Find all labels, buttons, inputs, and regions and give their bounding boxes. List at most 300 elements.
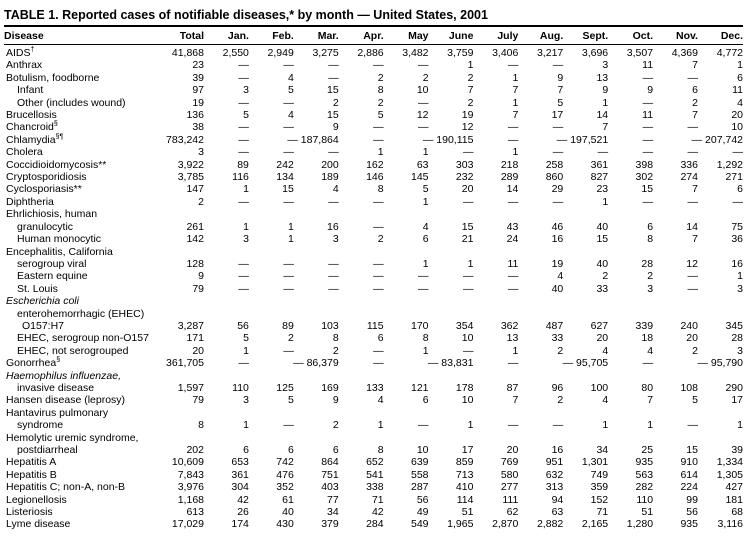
month-cell: —: [642, 357, 654, 370]
month-cell: —: [507, 270, 519, 283]
month-cell: 3,217: [536, 47, 564, 59]
month-cell: 40: [551, 282, 564, 295]
disease-label: Legionellosis: [6, 493, 67, 506]
month-cell: 313: [545, 481, 564, 494]
month-cell: 87: [506, 381, 519, 394]
month-cell: 17: [731, 394, 743, 407]
month-cell: 99: [686, 493, 698, 506]
month-cell: 189: [321, 171, 339, 184]
month-cell: —: [373, 357, 384, 370]
month-cell: 19: [551, 257, 564, 270]
month-cell: 63: [416, 158, 429, 171]
month-cell: 1: [467, 257, 474, 270]
month-cell: 742: [276, 456, 294, 469]
month-cell: —: [642, 133, 654, 146]
month-cell: 1,334: [716, 456, 743, 469]
month-cell: 2: [332, 419, 339, 432]
month-cell: 3,116: [717, 518, 743, 531]
header-row: [4, 27, 743, 45]
month-cell: 487: [545, 319, 564, 332]
month-cell: 338: [366, 481, 384, 494]
total-cell: 3,922: [177, 158, 204, 171]
disease-label: Cholera: [6, 146, 43, 159]
month-cell: —: [373, 257, 384, 270]
table-row: [4, 134, 743, 146]
disease-label: enterohemorrhagic (EHEC): [17, 307, 145, 320]
month-cell: 7: [557, 84, 564, 97]
month-cell: 94: [551, 493, 564, 506]
month-cell: 2,886: [357, 47, 384, 59]
empty-cells: [150, 432, 743, 444]
month-cell: — 83,831: [427, 357, 474, 370]
month-cell: 3: [243, 394, 249, 407]
month-cell: —: [462, 195, 474, 208]
month-cell: 5: [287, 84, 294, 97]
disease-label: Hepatitis A: [6, 456, 57, 469]
month-cell: 232: [455, 171, 474, 184]
month-cell: 11: [642, 109, 654, 122]
month-cell: 7: [512, 84, 519, 97]
table-row: [4, 518, 743, 530]
month-cell: — 95,790: [697, 357, 743, 370]
month-cell: 9: [557, 71, 564, 84]
month-cell: —: [283, 257, 294, 270]
month-cell: 302: [635, 171, 654, 184]
month-cell: 15: [282, 183, 294, 196]
month-cell: 68: [731, 506, 743, 519]
table-row: [4, 121, 743, 133]
month-cell: 910: [680, 456, 698, 469]
month-cell: 146: [366, 171, 384, 184]
month-cell: —: [732, 195, 743, 208]
month-cell: 7: [512, 109, 519, 122]
month-cell: 5: [377, 109, 384, 122]
disease-label: Infant: [17, 84, 44, 97]
month-cell: 1,280: [626, 518, 654, 531]
month-cell: 1: [243, 419, 249, 432]
month-cell: 1: [467, 419, 474, 432]
month-cell: 271: [725, 171, 743, 184]
column-header-dec: Dec.: [698, 27, 743, 45]
month-cell: 133: [366, 381, 384, 394]
month-cell: —: [283, 121, 294, 134]
total-cell: 9: [198, 270, 204, 283]
month-cell: 3,275: [312, 47, 339, 59]
month-cell: 9: [647, 84, 654, 97]
month-cell: 1,305: [716, 468, 743, 481]
month-cell: —: [552, 121, 564, 134]
month-cell: 282: [635, 481, 654, 494]
month-cell: 10: [461, 394, 474, 407]
month-cell: 114: [456, 493, 474, 506]
month-cell: 345: [725, 319, 743, 332]
month-cell: 12: [461, 121, 474, 134]
month-cell: 4,369: [671, 47, 698, 59]
month-cell: 749: [590, 468, 609, 481]
month-cell: 15: [461, 220, 474, 233]
month-cell: 359: [590, 481, 609, 494]
month-cell: 3,482: [402, 47, 429, 59]
month-cell: 71: [371, 493, 384, 506]
month-cell: 541: [366, 468, 384, 481]
column-header-apr: Apr.: [339, 27, 384, 45]
month-cell: 2: [692, 344, 698, 357]
month-cell: 7: [692, 233, 698, 246]
table-row: [4, 444, 743, 456]
month-cell: 6: [332, 444, 339, 456]
month-cell: — 86,379: [293, 357, 339, 370]
month-cell: 33: [596, 282, 609, 295]
month-cell: 713: [455, 468, 474, 481]
month-cell: 20: [731, 109, 743, 122]
disease-label: Hepatitis C; non-A, non-B: [6, 481, 126, 494]
disease-label: Encephalitis, California: [6, 245, 113, 258]
month-cell: 169: [321, 381, 339, 394]
month-cell: 3,507: [626, 47, 654, 59]
month-cell: 40: [596, 220, 609, 233]
month-cell: —: [462, 282, 474, 295]
month-cell: 1: [243, 220, 249, 233]
table-header: [4, 27, 743, 45]
disease-label: Coccidioidomycosis**: [6, 158, 107, 171]
month-cell: 40: [596, 257, 609, 270]
disease-label: St. Louis: [17, 282, 58, 295]
month-cell: —: [418, 270, 429, 283]
month-cell: 43: [506, 220, 519, 233]
month-cell: 89: [237, 158, 249, 171]
month-cell: —: [283, 344, 294, 357]
month-cell: 652: [366, 456, 384, 469]
month-cell: 864: [321, 456, 339, 469]
month-cell: 5: [243, 332, 249, 345]
footnote-marker: §¶: [55, 133, 64, 141]
month-cell: 15: [641, 183, 654, 196]
month-cell: 935: [680, 518, 698, 531]
month-cell: 121: [411, 381, 429, 394]
month-cell: —: [462, 270, 474, 283]
month-cell: 15: [327, 84, 339, 97]
month-cell: 614: [680, 468, 698, 481]
total-cell: 128: [186, 257, 204, 270]
month-cell: 476: [276, 468, 294, 481]
month-cell: —: [418, 419, 429, 432]
month-cell: —: [328, 257, 339, 270]
disease-label: granulocytic: [17, 220, 74, 233]
month-cell: —: [462, 344, 474, 357]
month-cell: 16: [551, 233, 564, 246]
month-cell: 859: [455, 456, 474, 469]
month-cell: 174: [231, 518, 249, 531]
month-cell: —: [328, 146, 339, 159]
total-cell: 783,242: [166, 133, 204, 146]
month-cell: 145: [411, 171, 429, 184]
table-row: [4, 59, 743, 71]
month-cell: —: [283, 282, 294, 295]
month-cell: 2,882: [536, 518, 564, 531]
table-row: [4, 221, 743, 233]
disease-label: invasive disease: [17, 381, 95, 394]
month-cell: 8: [377, 84, 384, 97]
month-cell: 116: [232, 171, 249, 184]
month-cell: 4: [557, 270, 564, 283]
table-row: [4, 357, 743, 369]
month-cell: 181: [725, 493, 743, 506]
month-cell: 29: [551, 183, 564, 196]
month-cell: 274: [680, 171, 698, 184]
month-cell: 10: [731, 121, 743, 134]
month-cell: 9: [602, 84, 609, 97]
month-cell: 51: [641, 506, 654, 519]
month-cell: 17: [551, 109, 564, 122]
month-cell: 1: [287, 233, 294, 246]
month-cell: —: [462, 146, 474, 159]
table-row: [4, 494, 743, 506]
month-cell: —: [283, 195, 294, 208]
disease-label: Brucellosis: [6, 109, 57, 122]
month-cell: 4: [602, 344, 609, 357]
table-row: [4, 332, 743, 344]
month-cell: 63: [551, 506, 564, 519]
month-cell: —: [507, 121, 519, 134]
month-cell: 336: [680, 158, 698, 171]
month-cell: 1: [243, 183, 249, 196]
month-cell: 8: [377, 183, 384, 196]
total-cell: 41,868: [171, 47, 204, 59]
table-row: [4, 345, 743, 357]
month-cell: 1: [287, 220, 294, 233]
month-cell: —: [687, 146, 698, 159]
month-cell: —: [238, 146, 249, 159]
month-cell: 20: [686, 332, 698, 345]
month-cell: 200: [321, 158, 339, 171]
column-header-july: July: [473, 27, 518, 45]
month-cell: 632: [545, 468, 564, 481]
month-cell: 71: [596, 506, 609, 519]
month-cell: 6: [243, 444, 249, 456]
month-cell: 178: [455, 381, 474, 394]
disease-label: Cyclosporiasis**: [6, 183, 82, 196]
disease-label: Botulism, foodborne: [6, 71, 100, 84]
table-row: [4, 320, 743, 332]
month-cell: 218: [500, 158, 519, 171]
month-cell: 3: [332, 233, 339, 246]
month-cell: —: [418, 59, 429, 72]
month-cell: 558: [411, 468, 429, 481]
month-cell: 46: [551, 220, 564, 233]
month-cell: 115: [366, 319, 384, 332]
table-row: [4, 233, 743, 245]
month-cell: 103: [321, 319, 339, 332]
month-cell: 77: [327, 493, 339, 506]
table-row: [4, 109, 743, 121]
month-cell: 1: [737, 59, 743, 72]
column-header-jan: Jan.: [204, 27, 249, 45]
month-cell: 1: [602, 195, 609, 208]
month-cell: —: [507, 133, 519, 146]
month-cell: —: [328, 270, 339, 283]
total-cell: 79: [192, 394, 204, 407]
month-cell: 19: [461, 109, 474, 122]
month-cell: 951: [545, 456, 564, 469]
month-cell: 3: [243, 84, 249, 97]
month-cell: 2: [332, 96, 339, 109]
month-cell: 3: [243, 233, 249, 246]
month-cell: 339: [635, 319, 654, 332]
month-cell: 34: [327, 506, 339, 519]
month-cell: 1: [512, 71, 519, 84]
total-cell: 20: [192, 344, 204, 357]
disease-label: Ehrlichiosis, human: [6, 208, 98, 221]
month-cell: 5: [243, 109, 249, 122]
month-cell: —: [642, 146, 654, 159]
disease-label: Hantavirus pulmonary: [6, 406, 109, 419]
total-cell: 3: [198, 146, 204, 159]
month-cell: 2,550: [222, 47, 249, 59]
month-cell: —: [507, 195, 519, 208]
month-cell: 134: [276, 171, 294, 184]
disease-label: Cryptosporidiosis: [6, 171, 87, 184]
month-cell: —: [373, 282, 384, 295]
table-row: [4, 295, 743, 307]
month-cell: 860: [545, 171, 564, 184]
month-cell: 430: [276, 518, 294, 531]
disease-label: syndrome: [17, 419, 64, 432]
month-cell: 10: [416, 444, 429, 456]
month-cell: 7: [692, 59, 698, 72]
table-row: [4, 171, 743, 183]
total-cell: 1,597: [177, 381, 204, 394]
disease-label: postdiarrheal: [17, 444, 78, 456]
month-cell: 108: [680, 381, 698, 394]
month-cell: 15: [596, 233, 609, 246]
month-cell: 56: [237, 319, 249, 332]
month-cell: 10: [416, 84, 429, 97]
month-cell: 361: [590, 158, 609, 171]
month-cell: —: [238, 59, 249, 72]
month-cell: 304: [231, 481, 249, 494]
month-cell: 11: [732, 84, 743, 97]
total-cell: 39: [192, 71, 204, 84]
month-cell: 751: [321, 468, 339, 481]
month-cell: —: [283, 270, 294, 283]
disease-label: Escherichia coli: [6, 295, 79, 308]
month-cell: 2: [647, 270, 654, 283]
month-cell: 5: [422, 183, 429, 196]
month-cell: 6: [692, 84, 698, 97]
notifiable-diseases-table: [4, 27, 743, 531]
month-cell: —: [238, 121, 249, 134]
month-cell: 42: [237, 493, 249, 506]
table-row: [4, 258, 743, 270]
total-cell: 8: [198, 419, 204, 432]
month-cell: —: [373, 133, 384, 146]
total-cell: 136: [186, 109, 204, 122]
total-cell: 3,976: [177, 481, 204, 494]
table-row: [4, 45, 743, 60]
month-cell: 258: [545, 158, 564, 171]
month-cell: 427: [725, 481, 743, 494]
month-cell: 6: [647, 220, 654, 233]
month-cell: 4: [422, 220, 429, 233]
month-cell: —: [597, 146, 609, 159]
month-cell: 653: [231, 456, 249, 469]
column-header-disease: Disease: [4, 27, 150, 45]
month-cell: 1: [512, 146, 519, 159]
month-cell: 6: [737, 183, 743, 196]
month-cell: 3,759: [447, 47, 474, 59]
total-cell: 3,287: [177, 319, 204, 332]
month-cell: —: [507, 357, 519, 370]
month-cell: 7: [512, 394, 519, 407]
table-row: [4, 246, 743, 258]
month-cell: —: [283, 59, 294, 72]
total-cell: 613: [186, 506, 204, 519]
month-cell: 827: [590, 171, 609, 184]
column-header-total: Total: [150, 27, 204, 45]
month-cell: 9: [332, 394, 339, 407]
total-cell: 10,609: [171, 456, 204, 469]
disease-label: Haemophilus influenzae,: [6, 369, 121, 382]
month-cell: 6: [287, 444, 294, 456]
month-cell: 100: [590, 381, 609, 394]
month-cell: 2: [467, 71, 474, 84]
month-cell: —: [283, 419, 294, 432]
month-cell: —: [238, 257, 249, 270]
disease-label: Gonorrhea§: [6, 356, 61, 370]
total-cell: 23: [192, 59, 204, 72]
month-cell: 5: [557, 96, 564, 109]
month-cell: —: [328, 282, 339, 295]
month-cell: 4: [647, 344, 654, 357]
month-cell: 1: [737, 270, 743, 283]
month-cell: 40: [282, 506, 294, 519]
month-cell: 9: [332, 121, 339, 134]
month-cell: 170: [411, 319, 429, 332]
table-row: [4, 308, 743, 320]
month-cell: 354: [455, 319, 474, 332]
total-cell: 79: [192, 282, 204, 295]
month-cell: 352: [276, 481, 294, 494]
month-cell: 2: [692, 96, 698, 109]
total-cell: 261: [186, 220, 204, 233]
column-header-nov: Nov.: [653, 27, 698, 45]
month-cell: 14: [506, 183, 519, 196]
month-cell: 284: [366, 518, 384, 531]
column-header-may: May: [384, 27, 429, 45]
total-cell: 147: [186, 183, 204, 196]
month-cell: 14: [596, 109, 609, 122]
month-cell: 7: [602, 121, 609, 134]
table-row: [4, 382, 743, 394]
month-cell: 15: [327, 109, 339, 122]
empty-cells: [150, 407, 743, 419]
month-cell: 13: [506, 332, 519, 345]
month-cell: 639: [411, 456, 429, 469]
month-cell: 33: [551, 332, 564, 345]
month-cell: 7: [692, 183, 698, 196]
month-cell: —: [687, 282, 698, 295]
month-cell: 3: [737, 344, 743, 357]
table-row: [4, 84, 743, 96]
column-header-sept: Sept.: [563, 27, 608, 45]
month-cell: 240: [680, 319, 698, 332]
footnote-marker: §: [56, 356, 61, 364]
total-cell: 17,029: [171, 518, 204, 531]
month-cell: 4: [377, 394, 384, 407]
month-cell: 3: [737, 282, 743, 295]
month-cell: 1: [602, 419, 609, 432]
month-cell: 16: [731, 257, 743, 270]
